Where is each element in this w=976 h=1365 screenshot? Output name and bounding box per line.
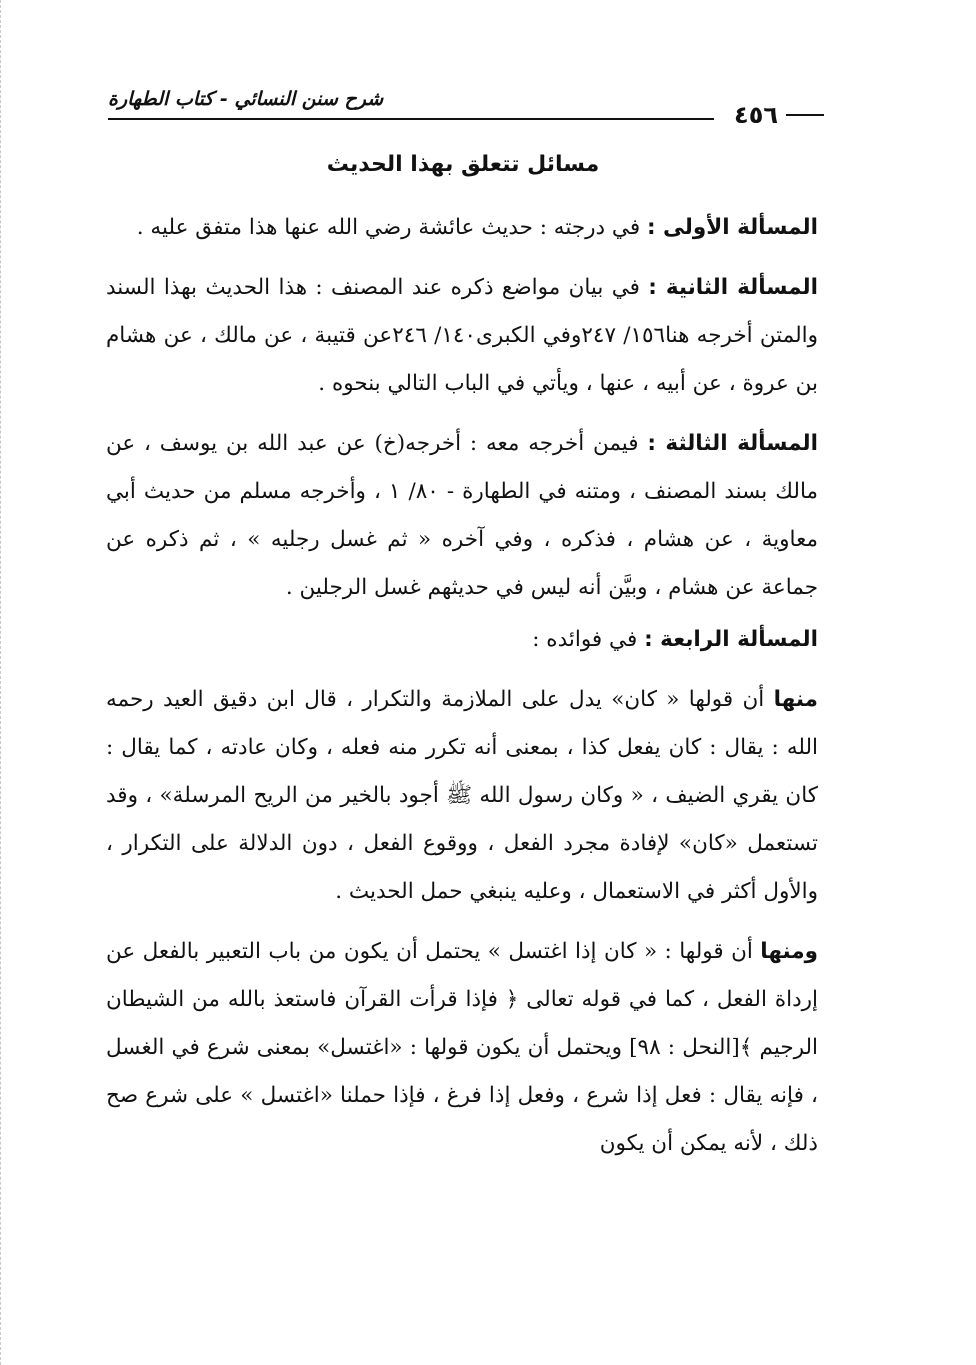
issue-label: المسألة الثالثة : <box>647 431 818 456</box>
issue-text: في بيان مواضع ذكره عند المصنف : هذا الحديث بهذا السند والمتن أخرجه هنا١٥٦/ ٢٤٧وفي الكبرى١٤٠/ ٢٤٦عن قتيبة ، عن مالك ، عن هشام بن عروة ، عن أبيه ، عنها ، ويأتي في الباب التالي بنحوه . <box>106 275 819 396</box>
benefit-paragraph <box>106 928 818 1168</box>
issue-text: فيمن أخرجه معه : أخرجه(خ) عن عبد الله بن يوسف ، عن مالك بسند المصنف ، ومتنه في الطهارة - ٨٠/ ١ ، وأخرجه مسلم من حديث أبي معاوية ، عن هشام ، فذكره ، وفي آخره « ثم غسل رجليه » ، ثم ذكره عن جماعة عن هشام ، وبيَّن أنه ليس في حديثهم غسل الرجلين . <box>106 431 819 600</box>
section-title: مسائل تتعلق بهذا الحديث <box>326 152 600 177</box>
issue-text: في فوائده : <box>532 627 645 652</box>
running-header <box>108 84 818 124</box>
benefit-label: منها <box>773 687 818 712</box>
page-number-dash <box>786 114 824 116</box>
body-text <box>106 204 818 1172</box>
issue-paragraph <box>106 204 818 252</box>
issue-text: في درجته : حديث عائشة رضي الله عنها هذا متفق عليه . <box>136 215 647 240</box>
issue-paragraph <box>106 616 818 664</box>
running-header-title: شرح سنن النسائي - كتاب الطهارة <box>108 88 384 110</box>
issue-paragraph <box>106 264 818 408</box>
benefit-text: أن قولها : « كان إذا اغتسل » يحتمل أن يكون من باب التعبير بالفعل عن إرداة الفعل ، كما في قوله تعالى ﴿ فإذا قرأت القرآن فاستعذ بالله من الشيطان الرجيم ﴾[النحل : ٩٨] ويحتمل أن يكون قولها : «اغتسل» بمعنى شرع في الغسل ، فإنه يقال : فعل إذا شرع ، وفعل إذا فرغ ، فإذا حملنا «اغتسل » على شرع صح ذلك ، لأنه يمكن أن يكون <box>106 939 818 1156</box>
benefit-label: ومنها <box>760 939 818 964</box>
benefit-paragraph <box>106 676 818 916</box>
scan-edge-mark <box>0 0 4 1365</box>
issue-label: المسألة الرابعة : <box>644 627 818 652</box>
benefit-text: أن قولها « كان» يدل على الملازمة والتكرار ، قال ابن دقيق العيد رحمه الله : يقال : كان يفعل كذا ، بمعنى أنه تكرر منه فعله ، وكان عادته ، كما يقال : كان يقري الضيف ، « وكان رسول الله ﷺ أجود بالخير من الريح المرسلة» ، وقد تستعمل «كان» لإفادة مجرد الفعل ، ووقوع الفعل ، دون الدلالة على التكرار ، والأول أكثر في الاستعمال ، وعليه ينبغي حمل الحديث . <box>106 687 818 904</box>
header-rule <box>108 118 818 120</box>
page-number: ٤٥٦ <box>734 101 778 129</box>
issue-label: المسألة الأولى : <box>646 215 818 240</box>
page-number-block <box>714 98 824 132</box>
issue-label: المسألة الثانية : <box>648 275 818 300</box>
issue-paragraph <box>106 420 818 612</box>
